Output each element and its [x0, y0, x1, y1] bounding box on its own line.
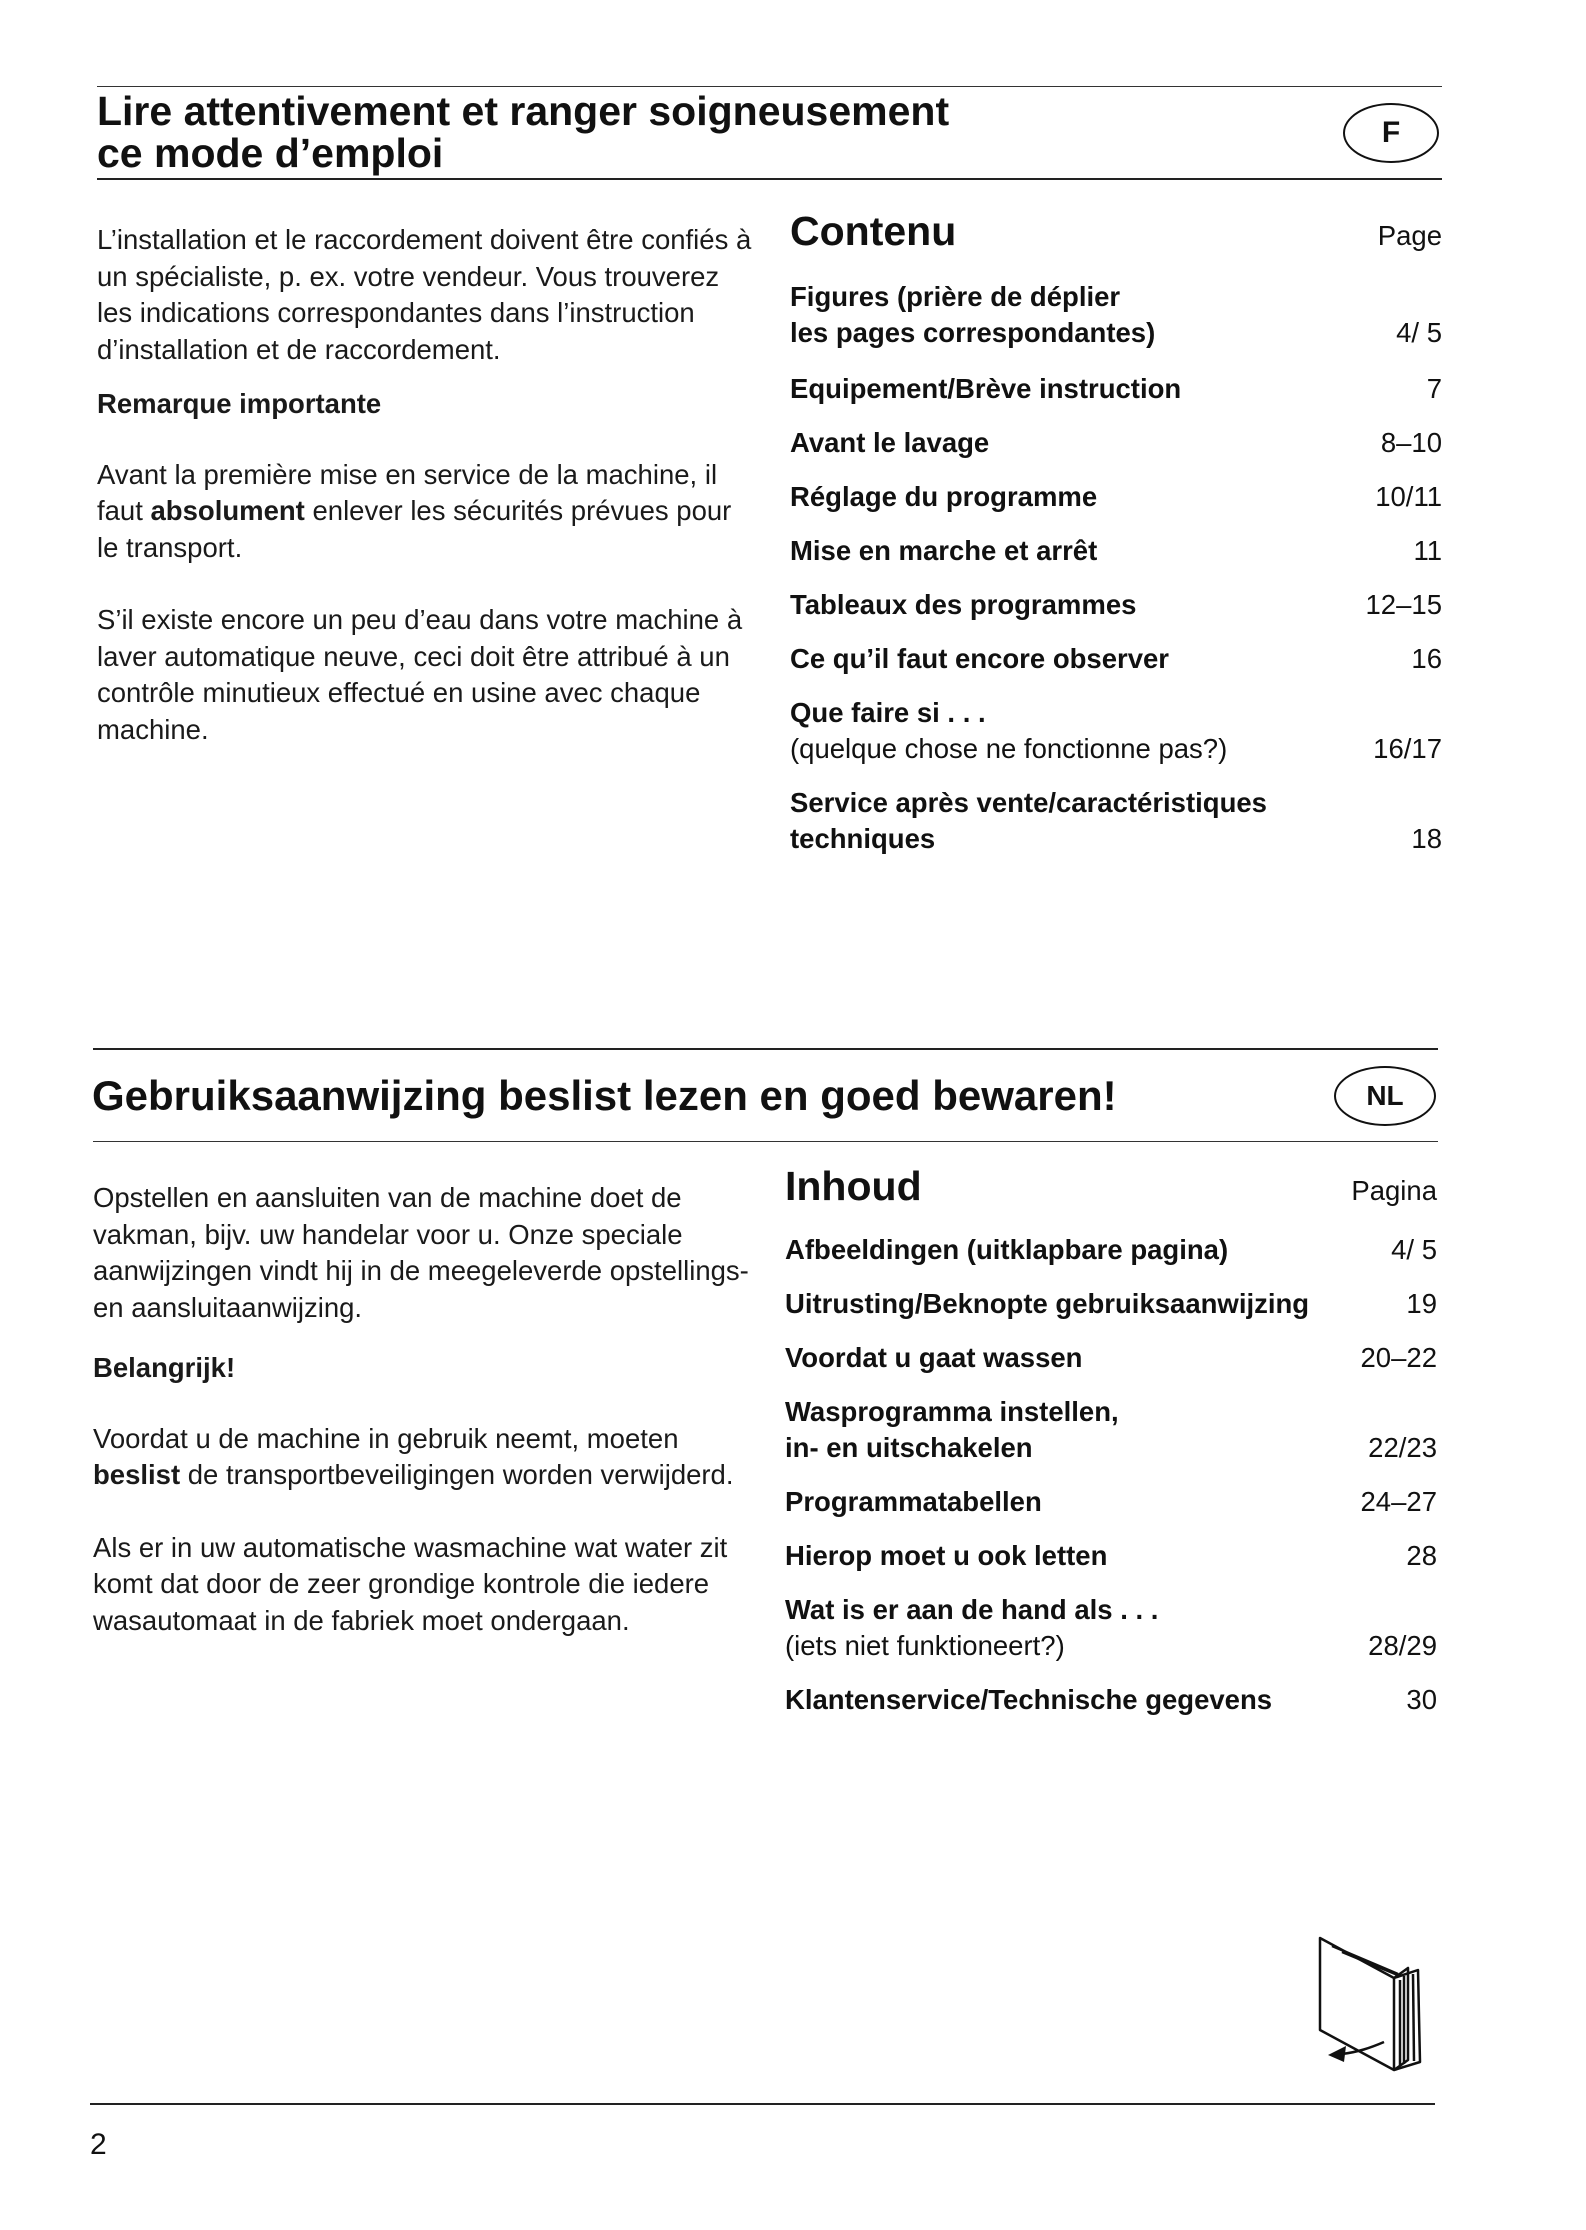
fr-title-line1: Lire attentivement et ranger soigneusement: [97, 88, 950, 134]
fold-out-book-icon: [1312, 1930, 1432, 2080]
nl-toc-page-label: Pagina: [1351, 1175, 1437, 1206]
fr-note-heading: Remarque importante: [97, 388, 382, 419]
toc-item: Uitrusting/Beknopte gebruiksaanwijzing 19: [785, 1288, 1437, 1319]
toc-item: Afbeeldingen (uitklapbare pagina) 4/ 5: [785, 1234, 1437, 1265]
fr-title-line2: ce mode d’emploi: [97, 130, 444, 176]
nl-note-text: Voordat u de machine in gebruik neemt, moeten beslist de transportbeveiligingen worden verwijderd.: [93, 1422, 734, 1490]
toc-item: Réglage du programme 10/11: [790, 481, 1442, 512]
nl-toc-header: [785, 1163, 1437, 1210]
page-number: 2: [90, 2128, 107, 2161]
fr-intro-text: L’installation et le raccordement doivent être confiés à un spécialiste, p. ex. votre vendeur. Vous trouverez les indications correspondantes dans l’instruction d’installation et de raccordement.: [97, 224, 752, 365]
toc-item: Mise en marche et arrêt 11: [790, 535, 1442, 566]
toc-item: Wasprogramma instellen, in- en uitschakelen 22/23: [785, 1396, 1437, 1463]
fr-language-badge: F: [1343, 103, 1439, 163]
toc-item: Hierop moet u ook letten 28: [785, 1540, 1437, 1571]
nl-note-heading: Belangrijk!: [93, 1352, 236, 1383]
toc-item: Tableaux des programmes 12–15: [790, 589, 1442, 620]
toc-item: Voordat u gaat wassen 20–22: [785, 1342, 1437, 1373]
nl-intro-text: Opstellen en aansluiten van de machine doet de vakman, bijv. uw handelar voor u. Onze speciale aanwijzingen vindt hij in de meegeleverde opstellings- en aansluitaanwijzing.: [93, 1182, 749, 1323]
fr-title-underline: [97, 178, 1442, 180]
toc-item: Programmatabellen 24–27: [785, 1486, 1437, 1517]
nl-language-badge: NL: [1334, 1066, 1436, 1126]
toc-item: Klantenservice/Technische gegevens 30: [785, 1684, 1437, 1715]
toc-item: Que faire si . . . (quelque chose ne fonctionne pas?) 16/17: [790, 697, 1442, 764]
nl-table-of-contents: [785, 1163, 1437, 1718]
fr-page-title: [97, 90, 1147, 174]
fr-toc-page-label: Page: [1377, 220, 1442, 251]
nl-note-emphasis: beslist: [93, 1459, 181, 1490]
fr-water-text: S’il existe encore un peu d’eau dans votre machine à laver automatique neuve, ceci doit être attribué à un contrôle minutieux effectué en usine avec chaque machine.: [97, 604, 743, 745]
toc-item: Equipement/Brève instruction 7: [790, 373, 1442, 404]
toc-item: Service après vente/caractéristiques techniques 18: [790, 787, 1442, 854]
nl-toc-title: Inhoud: [785, 1163, 922, 1209]
fr-note-emphasis: absolument: [150, 495, 305, 526]
fr-note-text: Avant la première mise en service de la machine, il faut absolument enlever les sécurités prévues pour le transport.: [97, 458, 732, 563]
fr-table-of-contents: [790, 208, 1442, 857]
fr-toc-header: [790, 208, 1442, 255]
fr-top-rule: [97, 86, 1442, 87]
nl-intro-column: [93, 1180, 753, 1639]
fr-intro-column: [97, 222, 757, 748]
nl-water-text: Als er in uw automatische wasmachine wat water zit komt dat door de zeer grondige kontrole die iedere wasautomaat in de fabriek moet ondergaan.: [93, 1531, 728, 1636]
fr-toc-title: Contenu: [790, 208, 957, 254]
nl-top-rule: [93, 1048, 1438, 1050]
footer-rule: [90, 2103, 1435, 2105]
nl-page-title: Gebruiksaanwijzing beslist lezen en goed bewaren!: [92, 1072, 1117, 1119]
toc-item: Avant le lavage 8–10: [790, 427, 1442, 458]
toc-item: Figures (prière de déplier les pages correspondantes) 4/ 5: [790, 281, 1442, 348]
toc-item: Ce qu’il faut encore observer 16: [790, 643, 1442, 674]
nl-title-underline: [93, 1141, 1438, 1142]
toc-item: Wat is er aan de hand als . . . (iets niet funktioneert?) 28/29: [785, 1594, 1437, 1661]
